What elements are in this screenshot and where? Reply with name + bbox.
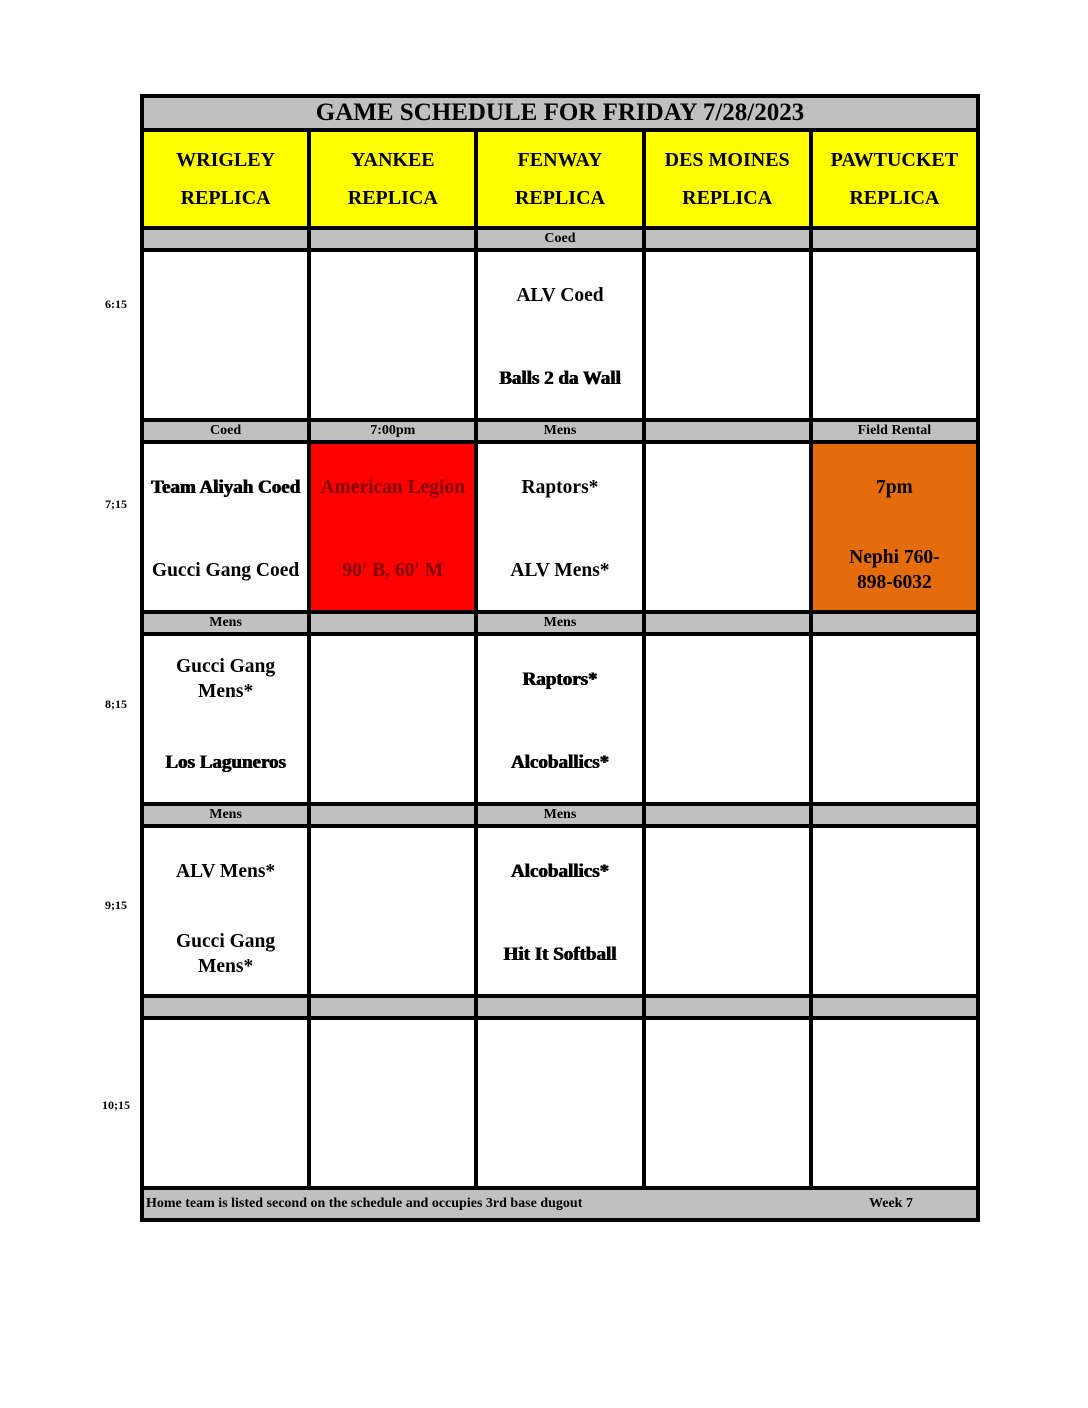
away-team — [646, 828, 809, 914]
schedule-table — [140, 94, 980, 1222]
away-team — [311, 1020, 474, 1106]
division-label — [811, 804, 978, 826]
away-team — [813, 636, 976, 722]
american-legion-cell — [309, 442, 476, 612]
game-cell — [476, 442, 643, 612]
home-team — [646, 1106, 809, 1186]
away-team: ALV Mens* — [176, 860, 276, 882]
game-cell — [142, 634, 309, 804]
away-team — [813, 828, 976, 914]
home-team — [311, 914, 474, 994]
home-team — [144, 1106, 307, 1186]
away-team — [646, 252, 809, 338]
field-rental-cell — [811, 442, 978, 612]
division-label: Coed — [142, 420, 309, 442]
week-label: Week 7 — [869, 1196, 913, 1211]
game-cell — [644, 634, 811, 804]
time-label-3: 8;15 — [105, 697, 127, 711]
home-team — [813, 722, 976, 802]
division-label: Mens — [142, 612, 309, 634]
game-cell — [811, 826, 978, 996]
home-team: ALV Mens* — [510, 559, 610, 581]
game-cell — [476, 250, 643, 420]
field-sub: REPLICA — [180, 187, 271, 209]
division-label — [142, 996, 309, 1018]
game-cell — [644, 1018, 811, 1188]
field-header-yankee — [309, 130, 476, 228]
division-label: Coed — [476, 228, 643, 250]
game-cell — [476, 634, 643, 804]
away-team — [311, 828, 474, 914]
away-team — [646, 1020, 809, 1106]
footer-note: Home team is listed second on the schedule and occupies 3rd base dugout — [146, 1196, 583, 1211]
home-team — [813, 914, 976, 994]
home-team: Alcoballics* — [510, 751, 610, 773]
home-team — [646, 914, 809, 994]
field-sub: REPLICA — [514, 187, 605, 209]
game-cell — [142, 250, 309, 420]
home-team: Los Laguneros — [165, 751, 286, 773]
game-cell — [142, 826, 309, 996]
division-label — [811, 612, 978, 634]
away-team — [311, 252, 474, 338]
away-team: Raptors* — [521, 476, 599, 498]
away-team — [478, 1020, 641, 1106]
home-team — [646, 338, 809, 418]
field-sub: REPLICA — [682, 187, 773, 209]
home-team: Gucci Gang Mens* — [176, 931, 276, 977]
away-team — [311, 636, 474, 722]
time-label-4: 9;15 — [105, 898, 127, 912]
event-name: American Legion — [320, 476, 466, 498]
time-label-5: 10;15 — [102, 1098, 130, 1112]
field-sub: REPLICA — [347, 187, 438, 209]
home-team — [144, 338, 307, 418]
division-label: 7:00pm — [309, 420, 476, 442]
division-label — [309, 804, 476, 826]
time-label-1: 6:15 — [105, 297, 127, 311]
away-team — [813, 1020, 976, 1106]
game-cell — [142, 1018, 309, 1188]
game-cell — [309, 1018, 476, 1188]
rental-time: 7pm — [875, 476, 913, 498]
game-cell — [476, 1018, 643, 1188]
game-cell — [644, 826, 811, 996]
away-team — [646, 444, 809, 530]
game-cell — [309, 826, 476, 996]
game-cell — [476, 826, 643, 996]
division-label — [309, 612, 476, 634]
home-team — [813, 338, 976, 418]
home-team — [646, 530, 809, 610]
footer — [142, 1188, 978, 1220]
division-label: Mens — [476, 804, 643, 826]
division-label: Mens — [142, 804, 309, 826]
home-team — [311, 722, 474, 802]
division-label — [644, 228, 811, 250]
field-name: FENWAY — [517, 149, 603, 171]
division-label — [309, 228, 476, 250]
field-name: DES MOINES — [664, 149, 790, 171]
home-team: Balls 2 da Wall — [499, 367, 621, 389]
rental-contact: Nephi 760-898-6032 — [849, 547, 940, 593]
game-cell — [811, 634, 978, 804]
home-team — [311, 1106, 474, 1186]
division-label: Mens — [476, 420, 643, 442]
division-label — [644, 804, 811, 826]
home-team — [813, 1106, 976, 1186]
game-cell — [309, 250, 476, 420]
game-cell — [644, 442, 811, 612]
away-team: Team Aliyah Coed — [150, 476, 301, 498]
home-team — [311, 338, 474, 418]
division-label: Mens — [476, 612, 643, 634]
away-team — [144, 1020, 307, 1106]
field-header-des-moines — [644, 130, 811, 228]
away-team: ALV Coed — [516, 284, 604, 306]
division-label — [476, 996, 643, 1018]
home-team — [478, 1106, 641, 1186]
away-team: Gucci Gang Mens* — [176, 656, 276, 702]
division-label — [142, 228, 309, 250]
game-cell — [644, 250, 811, 420]
field-name: PAWTUCKET — [830, 149, 959, 171]
game-cell — [142, 442, 309, 612]
division-label — [644, 996, 811, 1018]
division-label — [811, 996, 978, 1018]
event-detail: 90' B, 60' M — [342, 559, 444, 581]
away-team — [646, 636, 809, 722]
game-cell — [811, 250, 978, 420]
away-team: Alcoballics* — [510, 860, 610, 882]
field-header-wrigley — [142, 130, 309, 228]
field-name: WRIGLEY — [176, 149, 276, 171]
field-header-pawtucket — [811, 130, 978, 228]
field-sub: REPLICA — [849, 187, 940, 209]
home-team: Gucci Gang Coed — [151, 559, 300, 581]
away-team: Raptors* — [522, 668, 598, 690]
home-team — [646, 722, 809, 802]
schedule-title: GAME SCHEDULE FOR FRIDAY 7/28/2023 — [142, 96, 978, 130]
division-label: Field Rental — [811, 420, 978, 442]
field-name: YANKEE — [350, 149, 435, 171]
away-team — [813, 252, 976, 338]
game-cell — [811, 1018, 978, 1188]
field-header-fenway — [476, 130, 643, 228]
home-team: Hit It Softball — [503, 943, 617, 965]
time-label-2: 7;15 — [105, 497, 127, 511]
division-label — [644, 420, 811, 442]
away-team — [144, 252, 307, 338]
division-label — [811, 228, 978, 250]
division-label — [644, 612, 811, 634]
division-label — [309, 996, 476, 1018]
game-cell — [309, 634, 476, 804]
